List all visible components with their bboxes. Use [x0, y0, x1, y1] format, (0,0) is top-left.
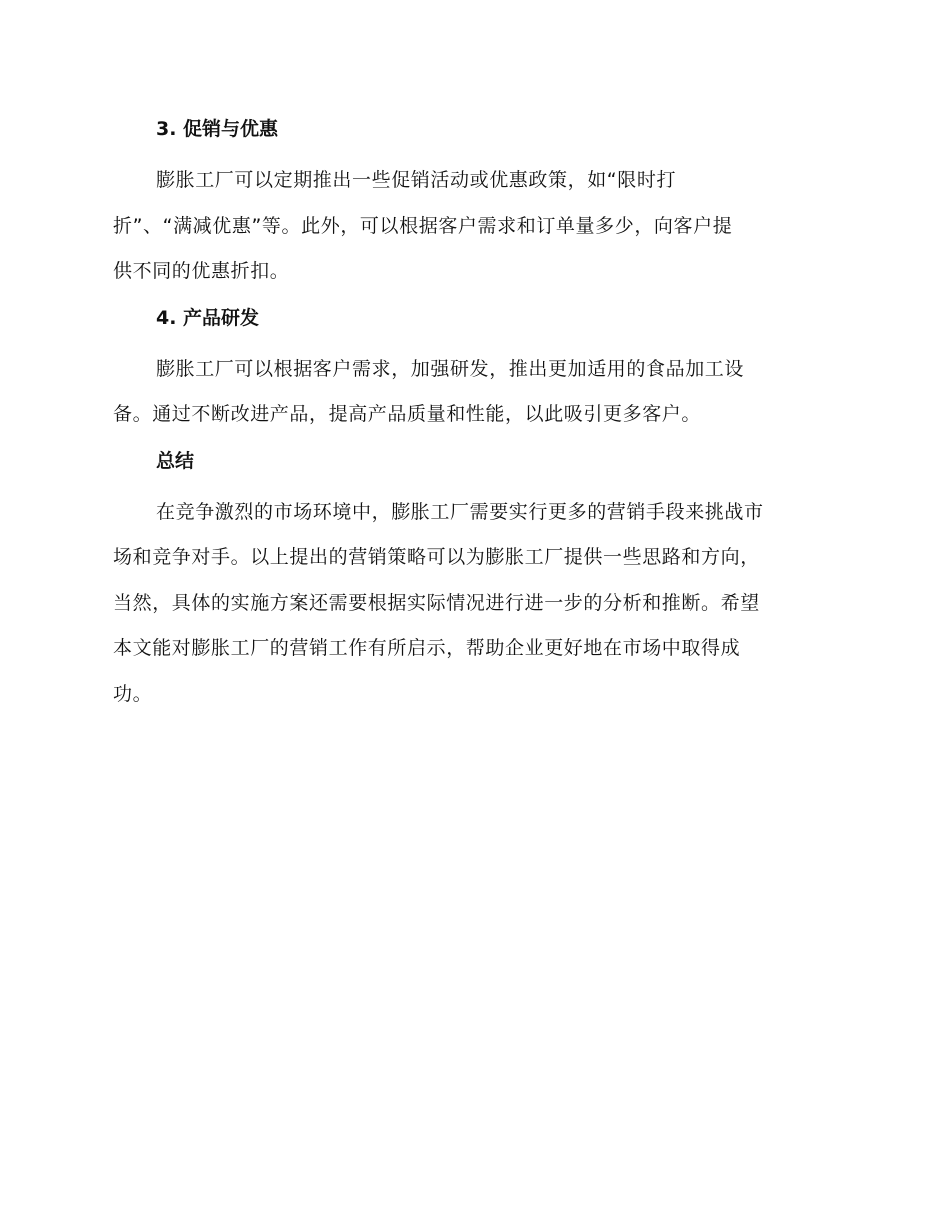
paragraph-line: 折”、“满减优惠”等。此外，可以根据客户需求和订单量多少，向客户提 [113, 214, 733, 237]
paragraph-line: 本文能对膨胀工厂的营销工作有所启示，帮助企业更好地在市场中取得成 [113, 637, 741, 659]
paragraph-line: 备。通过不断改进产品，提高产品质量和性能，以此吸引更多客户。 [113, 403, 702, 425]
section-heading: 总结 [156, 449, 195, 472]
section-rnd [113, 301, 835, 438]
section-paragraph [113, 347, 835, 438]
section-paragraph [113, 158, 835, 295]
section-promotions [113, 112, 835, 295]
paragraph-line: 功。 [113, 682, 153, 705]
document-body [113, 112, 835, 723]
paragraph-line: 在竞争激烈的市场环境中，膨胀工厂需要实行更多的营销手段来挑战市 [156, 500, 764, 523]
section-heading: 3. 促销与优惠 [156, 118, 279, 140]
paragraph-line: 膨胀工厂可以根据客户需求，加强研发，推出更加适用的食品加工设 [156, 357, 745, 380]
section-summary [113, 444, 835, 718]
section-heading: 4. 产品研发 [156, 306, 260, 329]
paragraph-line: 当然，具体的实施方案还需要根据实际情况进行进一步的分析和推断。希望 [113, 591, 760, 614]
section-paragraph [113, 490, 835, 718]
paragraph-line: 膨胀工厂可以定期推出一些促销活动或优惠政策，如“限时打 [156, 169, 677, 191]
paragraph-line: 供不同的优惠折扣。 [113, 260, 290, 282]
paragraph-line: 场和竞争对手。以上提出的营销策略可以为膨胀工厂提供一些思路和方向， [113, 546, 760, 568]
